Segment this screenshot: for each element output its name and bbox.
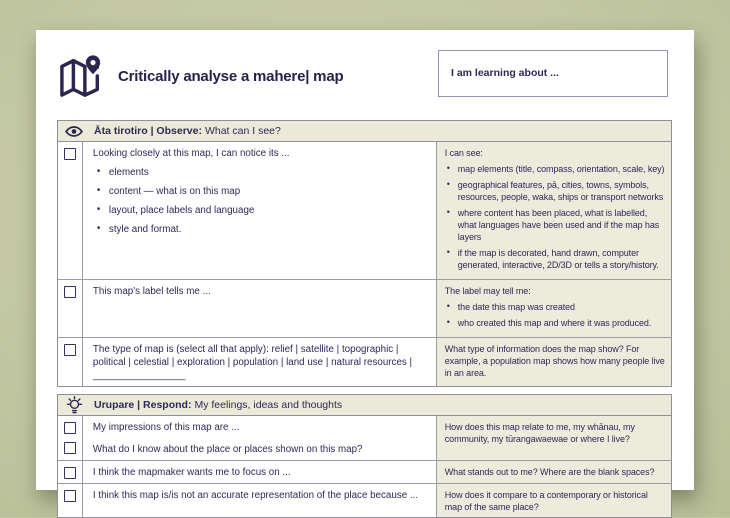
checkbox-cell [58,142,83,279]
bullet-item: • who created this map and where it was produced. [445,317,667,329]
worksheet-body [57,120,672,518]
section-respond [57,394,672,518]
guidance-cell [437,142,671,279]
bullet-item: • if the map is decorated, hand drawn, computer generated, interactive, 2D/3D or tells a story/history. [445,247,667,271]
section-respond-title: Urupare | Respond: [94,399,192,411]
prompt-cell [83,142,437,279]
page-title: Critically analyse a mahere| map [118,67,344,85]
checkbox-cell [58,280,83,337]
section-observe-header [58,121,671,142]
prompt-bullet-list [93,166,430,236]
section-respond-subtitle: My feelings, ideas and thoughts [194,399,343,411]
section-observe [57,120,672,387]
guidance-cell [437,484,671,517]
prompt-cell [83,338,437,386]
guidance-text: What stands out to me? Where are the blank spaces? [444,467,655,477]
worksheet-page [36,30,694,512]
checkbox[interactable] [64,344,76,356]
bullet-item: • the date this map was created [445,301,667,313]
checkbox[interactable] [64,148,76,160]
checkbox-cell [58,461,83,483]
bullet-item: • layout, place labels and language [93,204,430,217]
eye-icon [65,122,83,140]
guidance-cell [437,461,671,483]
guidance-cell [437,416,671,460]
guidance-text: What type of information does the map show? For example, a population map shows how many people live in an area. [444,344,665,378]
table-row [58,279,671,337]
table-row [58,483,671,517]
bullet-item: • content — what is on this map [93,185,430,198]
bullet-item: • where content has been placed, what is labelled, what languages have been used and if the map has layers [445,207,667,243]
checkbox-cell [58,484,83,517]
guidance-text: How does this map relate to me, my whānau, my community, my tūrangawaewae or where I live? [444,422,635,444]
checkbox[interactable] [64,490,76,502]
prompt-text: What do I know about the place or places shown on this map? [92,444,363,455]
guidance-text: I can see: [444,148,483,158]
lightbulb-icon [65,396,83,414]
learning-about-label: I am learning about ... [451,67,559,79]
section-observe-subtitle: What can I see? [204,125,281,137]
prompt-text: This map's label tells me ... [92,286,211,297]
guidance-bullet-list [445,163,667,271]
bullet-item: • geographical features, pā, cities, towns, symbols, resources, people, waka, ships or transport networks [445,179,667,203]
guidance-text: How does it compare to a contemporary or historical map of the same place? [444,490,648,512]
learning-about-box[interactable] [438,50,668,97]
table-row [58,416,671,460]
section-observe-title: Āta tirotiro | Observe: [94,125,202,137]
table-row [58,142,671,279]
checkbox[interactable] [64,467,76,479]
checkbox[interactable] [64,422,76,434]
prompt-text: My impressions of this map are ... [92,422,240,433]
table-row [58,460,671,483]
guidance-bullet-list [445,301,667,329]
checkbox-cell [58,416,83,460]
guidance-cell [437,338,671,386]
checkbox[interactable] [64,286,76,298]
prompt-cell [83,280,437,337]
table-row [58,337,671,386]
prompt-cell [83,484,437,517]
prompt-text: I think the mapmaker wants me to focus on ... [92,467,291,478]
section-respond-header [58,395,671,416]
checkbox-cell [58,338,83,386]
prompt-cell [83,416,437,460]
prompt-text-with-blank: The type of map is (select all that apply): relief | satellite | topographic | political | celestial | exploration | population | land use | natural resources | _________________ [92,344,413,381]
bullet-item: • map elements (title, compass, orientation, scale, key) [445,163,667,175]
worksheet-header [36,30,694,120]
checkbox[interactable] [64,442,76,454]
prompt-text: Looking closely at this map, I can notice its ... [92,148,290,159]
bullet-item: • elements [93,166,430,179]
bullet-item: • style and format. [93,223,430,236]
prompt-text: I think this map is/is not an accurate representation of the place because ... [92,490,419,501]
guidance-text: The label may tell me: [444,286,531,296]
guidance-cell [437,280,671,337]
brand [58,54,343,98]
prompt-cell [83,461,437,483]
map-with-pin-icon [58,54,106,98]
